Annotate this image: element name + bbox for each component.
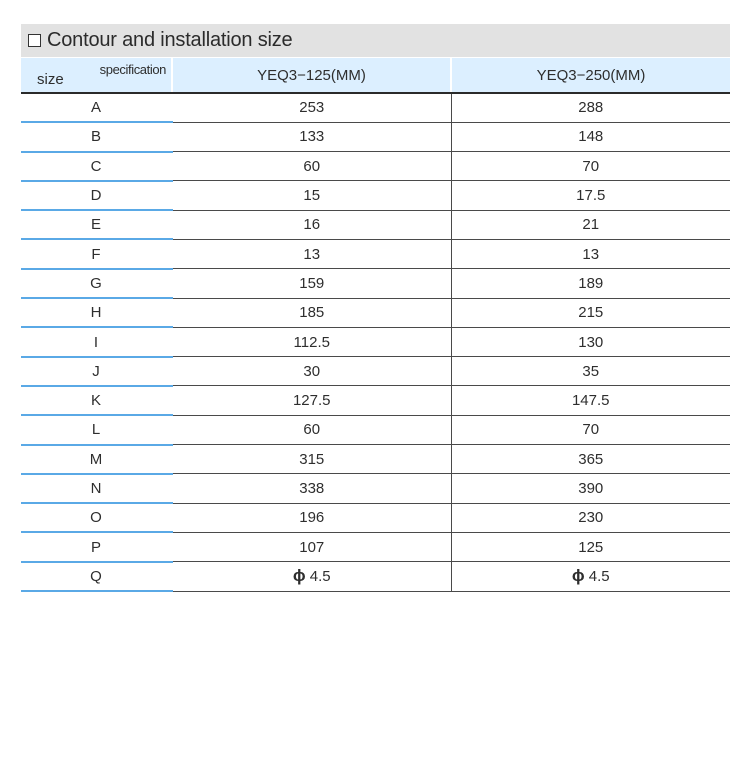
value-yeq3-125 (172, 562, 451, 591)
value-yeq3-125: 315 (172, 445, 451, 474)
value-yeq3-125: 133 (172, 122, 451, 151)
diameter-symbol: ϕ (571, 566, 585, 586)
table-row (21, 269, 730, 298)
table-row (21, 532, 730, 561)
value-yeq3-250: 288 (451, 93, 730, 122)
row-label: G (21, 269, 172, 298)
row-label: H (21, 298, 172, 327)
value-yeq3-250: 390 (451, 474, 730, 503)
header-size-label: size (37, 71, 64, 88)
value-yeq3-125: 13 (172, 239, 451, 268)
row-label: E (21, 210, 172, 239)
value-yeq3-250: 21 (451, 210, 730, 239)
row-label: D (21, 181, 172, 210)
value-yeq3-125: 185 (172, 298, 451, 327)
row-label: I (21, 327, 172, 356)
table-row (21, 298, 730, 327)
table-row (21, 327, 730, 356)
value-yeq3-250 (451, 562, 730, 591)
section-title: Contour and installation size (47, 29, 293, 51)
value-yeq3-250: 215 (451, 298, 730, 327)
row-label: K (21, 386, 172, 415)
row-label: F (21, 239, 172, 268)
value-yeq3-125: 338 (172, 474, 451, 503)
diameter-value: 4.5 (309, 568, 331, 586)
size-table (21, 58, 730, 592)
value-yeq3-250: 148 (451, 122, 730, 151)
value-yeq3-250: 230 (451, 503, 730, 532)
value-yeq3-125: 253 (172, 93, 451, 122)
diameter-value: 4.5 (588, 568, 610, 586)
table-row (21, 181, 730, 210)
value-yeq3-250: 13 (451, 239, 730, 268)
table-row (21, 152, 730, 181)
table-row (21, 93, 730, 122)
value-yeq3-125: 60 (172, 152, 451, 181)
value-yeq3-125: 16 (172, 210, 451, 239)
table-row (21, 445, 730, 474)
row-label: Q (21, 562, 172, 591)
row-label: O (21, 503, 172, 532)
row-label: J (21, 357, 172, 386)
value-yeq3-125: 196 (172, 503, 451, 532)
value-yeq3-250: 147.5 (451, 386, 730, 415)
value-yeq3-250: 125 (451, 532, 730, 561)
table-row (21, 122, 730, 151)
value-yeq3-250: 35 (451, 357, 730, 386)
table-row (21, 415, 730, 444)
value-yeq3-250: 70 (451, 415, 730, 444)
row-label: L (21, 415, 172, 444)
section-title-bar (21, 24, 730, 57)
value-yeq3-125: 112.5 (172, 327, 451, 356)
value-yeq3-125: 159 (172, 269, 451, 298)
value-yeq3-250: 189 (451, 269, 730, 298)
table-header-row (21, 58, 730, 93)
value-yeq3-250: 17.5 (451, 181, 730, 210)
value-yeq3-250: 130 (451, 327, 730, 356)
table-row (21, 210, 730, 239)
value-yeq3-125: 127.5 (172, 386, 451, 415)
header-specification-label: specification (99, 62, 166, 77)
value-yeq3-125: 107 (172, 532, 451, 561)
row-label: A (21, 93, 172, 122)
row-label: M (21, 445, 172, 474)
value-yeq3-125: 60 (172, 415, 451, 444)
value-yeq3-250: 365 (451, 445, 730, 474)
table-row (21, 386, 730, 415)
checkbox-square-icon (28, 34, 41, 47)
row-label: C (21, 152, 172, 181)
table-row (21, 357, 730, 386)
table-row (21, 474, 730, 503)
row-label: B (21, 122, 172, 151)
value-yeq3-125: 30 (172, 357, 451, 386)
header-column-yeq3-125: YEQ3−125(MM) (172, 58, 451, 93)
diameter-symbol: ϕ (292, 566, 306, 586)
header-column-yeq3-250: YEQ3−250(MM) (451, 58, 730, 93)
value-yeq3-125: 15 (172, 181, 451, 210)
row-label: N (21, 474, 172, 503)
header-corner-cell (21, 58, 172, 93)
row-label: P (21, 532, 172, 561)
table-row (21, 239, 730, 268)
table-row (21, 503, 730, 532)
value-yeq3-250: 70 (451, 152, 730, 181)
table-row (21, 562, 730, 591)
